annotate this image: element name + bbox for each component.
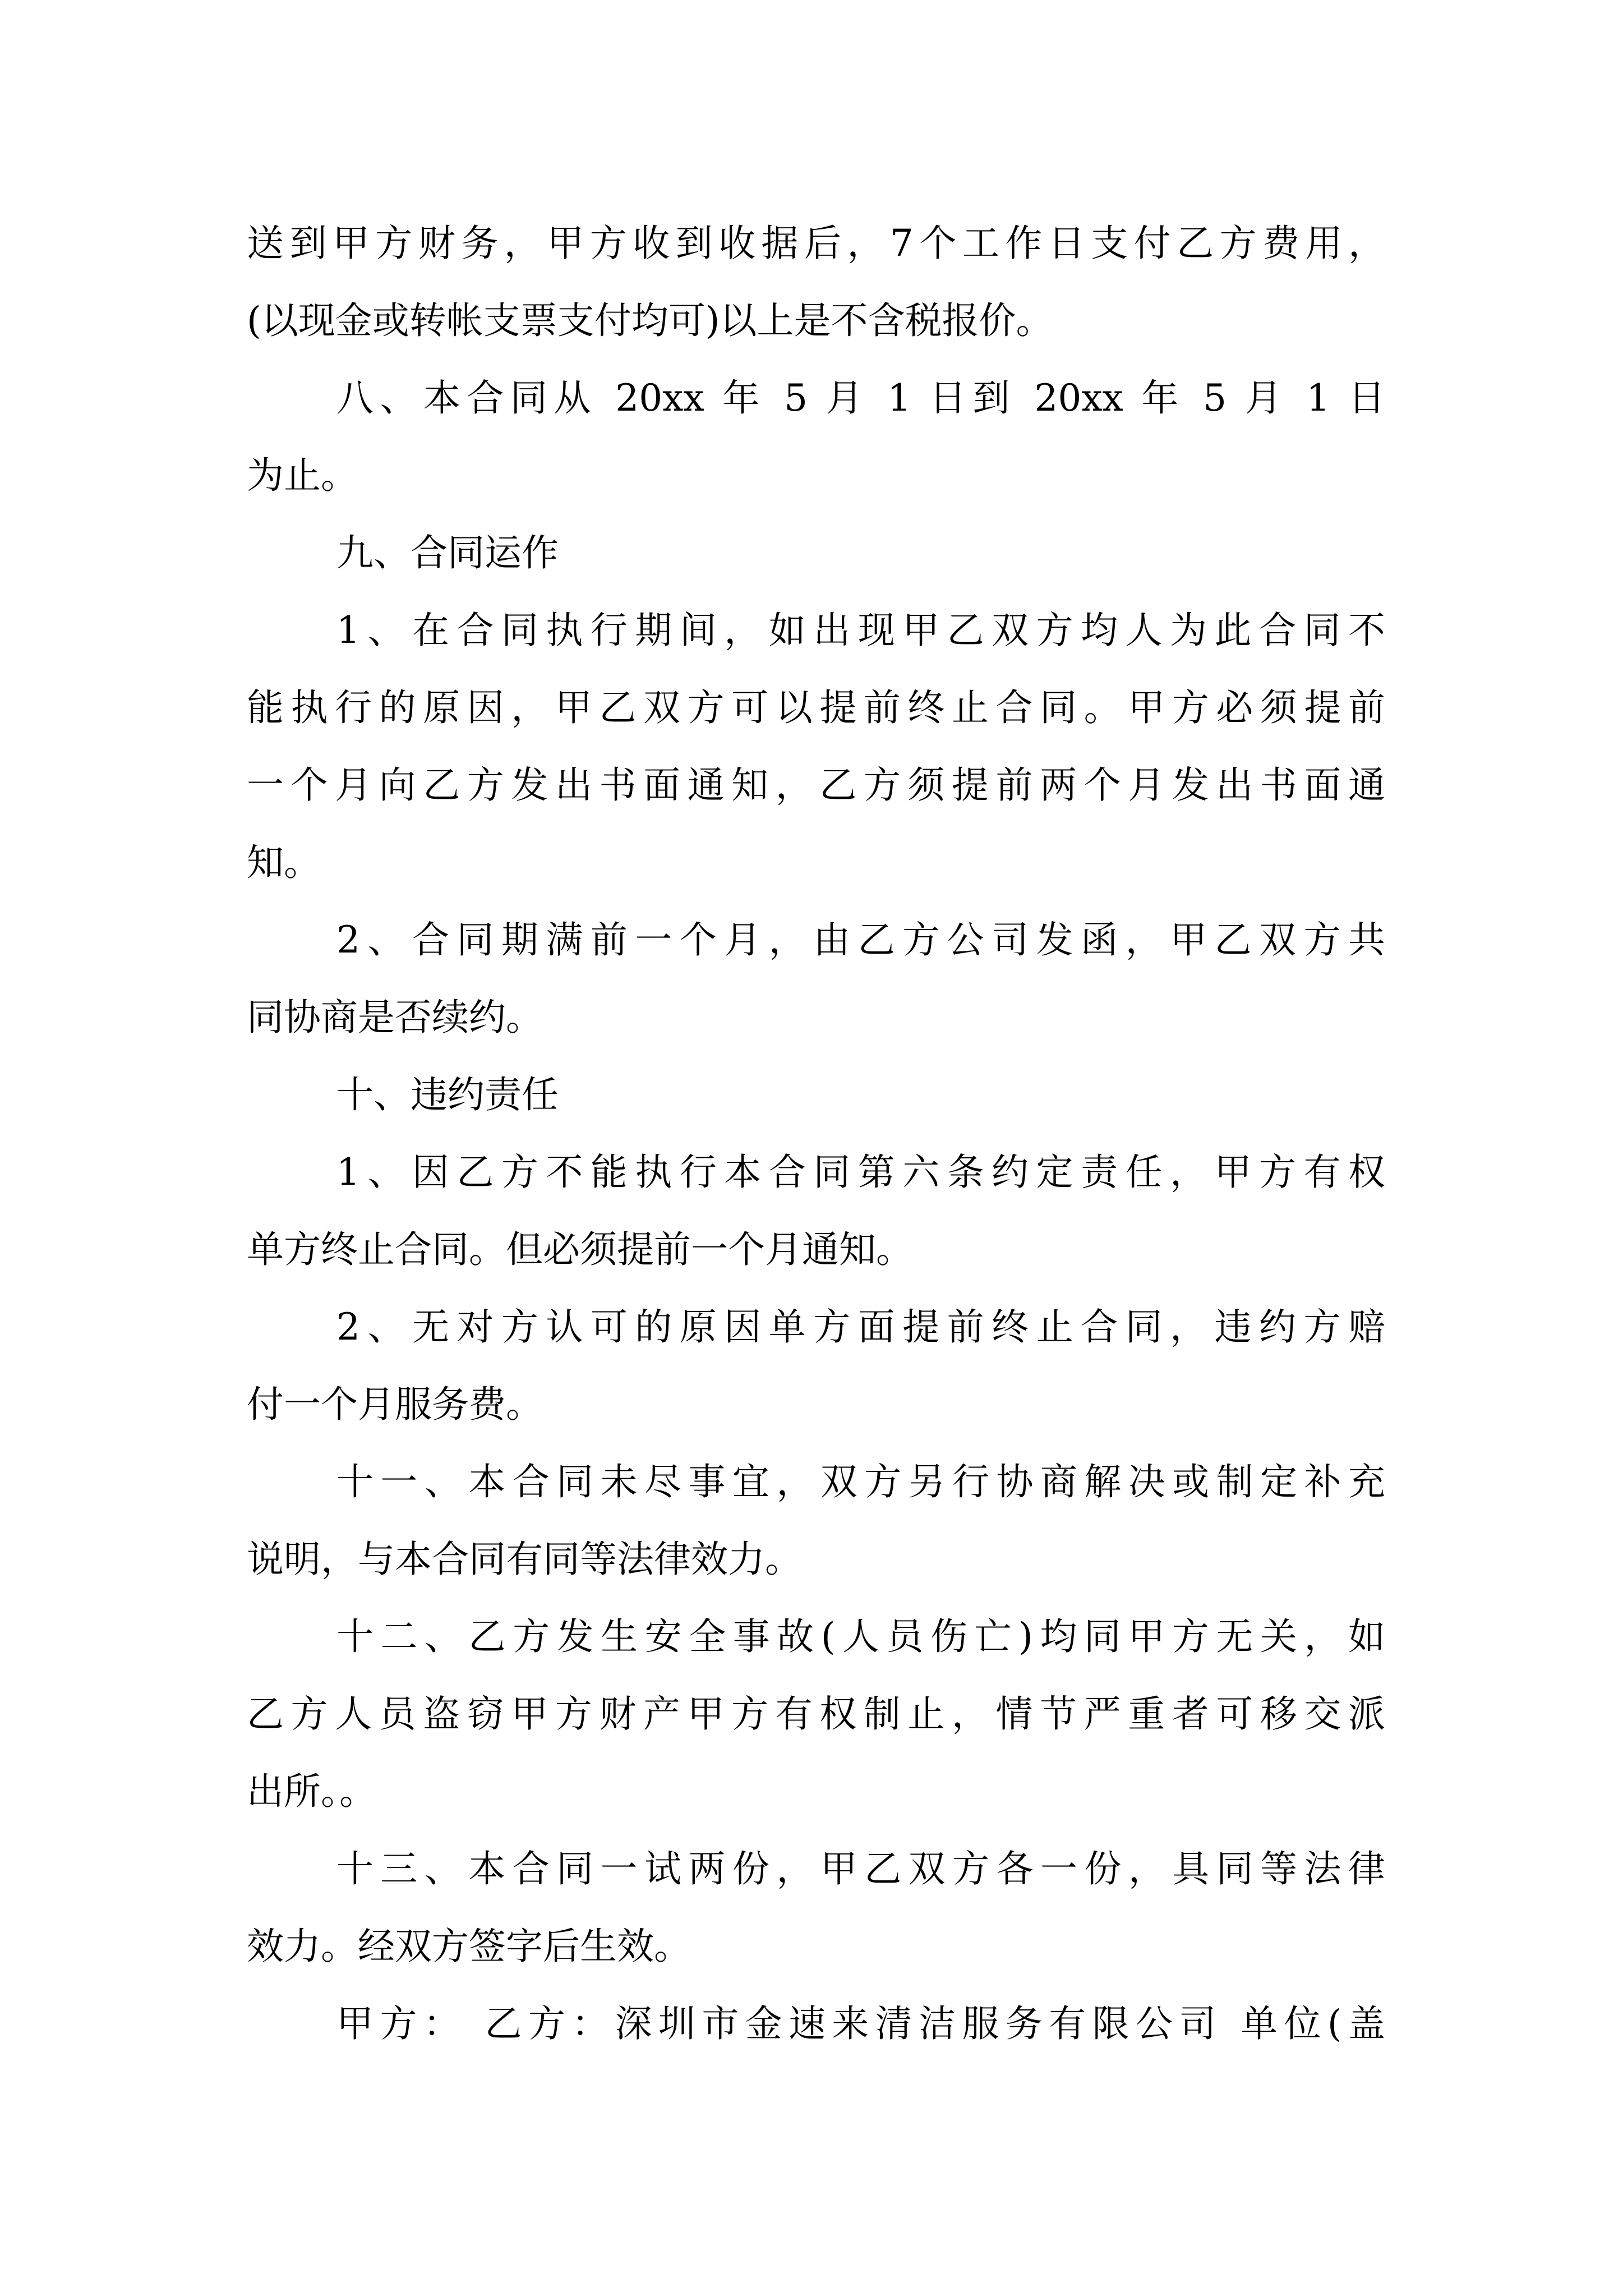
text-line: 2、无对方认可的原因单方面提前终止合同，违约方赔 <box>336 1305 1385 1349</box>
text-line: 十二、乙方发生安全事故(人员伤亡)均同甲方无关，如 <box>336 1615 1385 1658</box>
text-line: 出所。。 <box>247 1770 376 1813</box>
text-line: 同协商是否续约。 <box>247 996 543 1039</box>
text-line: 乙方人员盗窃甲方财产甲方有权制止，情节严重者可移交派 <box>247 1692 1385 1736</box>
text-line: 1、因乙方不能执行本合同第六条约定责任，甲方有权 <box>336 1151 1385 1194</box>
section-heading: 十、违约责任 <box>336 1073 559 1116</box>
text-line: 为止。 <box>247 454 358 497</box>
signature-line: 甲方： 乙方：深圳市金速来清洁服务有限公司 单位(盖 <box>336 2002 1385 2045</box>
text-line: 一个月向乙方发出书面通知，乙方须提前两个月发出书面通 <box>247 763 1385 807</box>
text-line: 十一、本合同未尽事宜，双方另行协商解决或制定补充 <box>336 1460 1385 1503</box>
text-line: 十三、本合同一试两份，甲乙双方各一份，具同等法律 <box>336 1847 1385 1890</box>
text-line: (以现金或转帐支票支付均可)以上是不含税报价。 <box>247 299 1053 342</box>
section-heading: 九、合同运作 <box>336 531 559 574</box>
text-line: 八、本合同从 20xx 年 5 月 1 日到 20xx 年 5 月 1 日 <box>336 376 1385 420</box>
text-line: 付一个月服务费。 <box>247 1383 543 1426</box>
text-line: 1、在合同执行期间，如出现甲乙双方均人为此合同不 <box>336 609 1385 652</box>
text-line: 说明，与本合同有同等法律效力。 <box>247 1538 802 1581</box>
text-line: 效力。经双方签字后生效。 <box>247 1925 691 1968</box>
text-line: 知。 <box>247 841 321 884</box>
document-body <box>247 205 1385 2063</box>
text-line: 送到甲方财务，甲方收到收据后，7个工作日支付乙方费用， <box>247 222 1385 265</box>
text-line: 单方终止合同。但必须提前一个月通知。 <box>247 1228 913 1271</box>
text-line: 2、合同期满前一个月，由乙方公司发函，甲乙双方共 <box>336 918 1385 961</box>
text-line: 能执行的原因，甲乙双方可以提前终止合同。甲方必须提前 <box>247 686 1385 729</box>
